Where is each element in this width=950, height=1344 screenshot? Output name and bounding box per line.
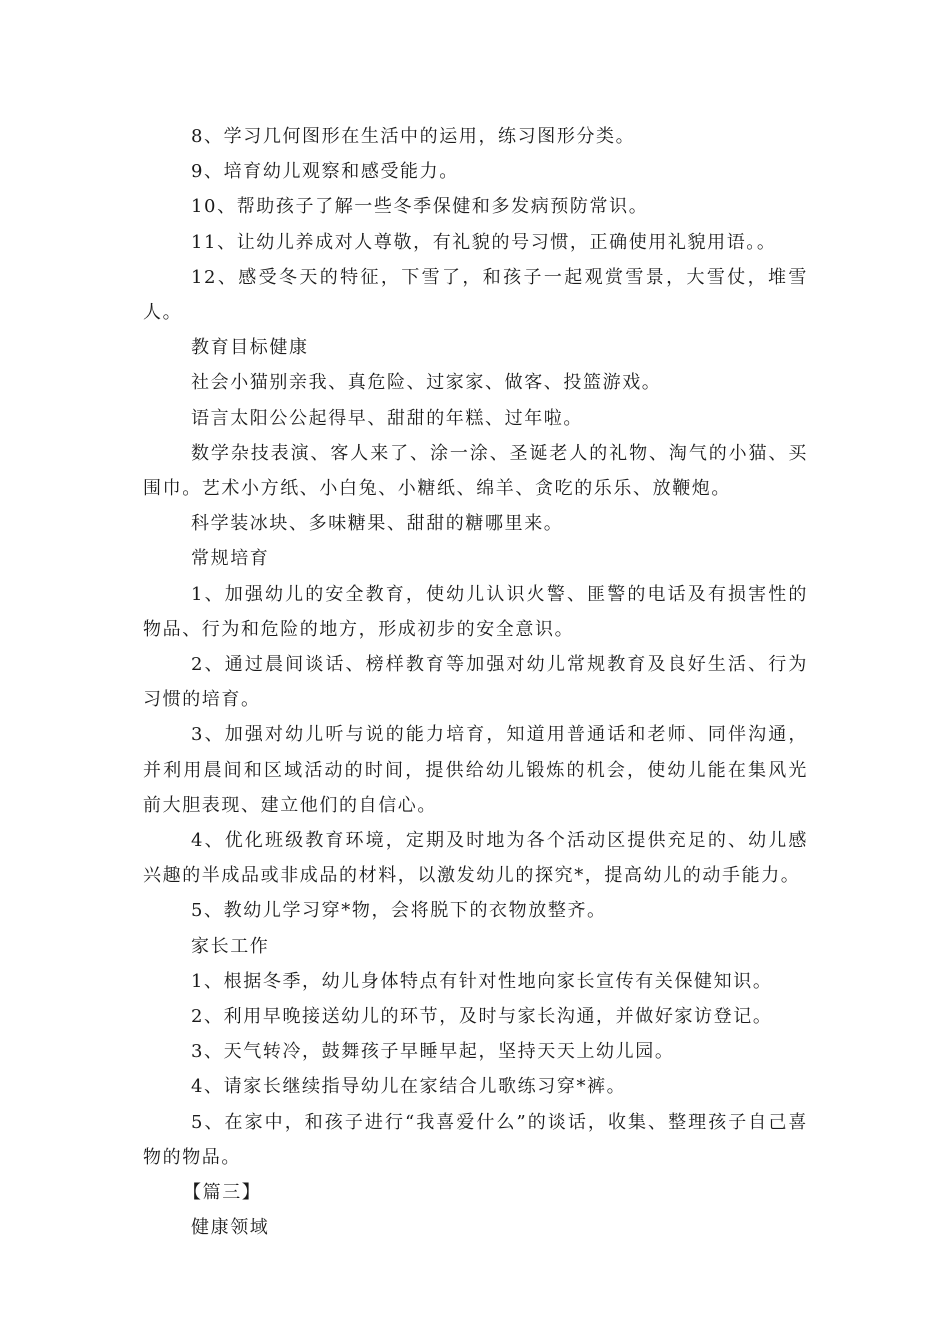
paragraph-goal-10: 10、帮助孩子了解一些冬季保健和多发病预防常识。	[191, 196, 649, 218]
paragraph-routine-3: 3、加强对幼儿听与说的能力培育，知道用普通话和老师、同伴沟通，并利用晨间和区域活动的时间，提供给幼儿锻炼的机会，使幼儿能在集风光前大胆表现、建立他们的自信心。	[143, 724, 808, 816]
paragraph-parents-1: 1、根据冬季，幼儿身体特点有针对性地向家长宣传有关保健知识。	[191, 970, 773, 992]
section-heading-parents: 家长工作	[191, 935, 270, 957]
paragraph-goal-11: 11、让幼儿养成对人尊敬，有礼貌的号习惯，正确使用礼貌用语。。	[191, 231, 777, 253]
paragraph-goal-12: 12、感受冬天的特征，下雪了，和孩子一起观赏雪景，大雪仗，堆雪人。	[143, 266, 808, 324]
paragraph-parents-4: 4、请家长继续指导幼儿在家结合儿歌练习穿*裤。	[191, 1076, 627, 1098]
paragraph-routine-2: 2、通过晨间谈话、榜样教育等加强对幼儿常规教育及良好生活、行为习惯的培育。	[143, 654, 808, 711]
paragraph-routine-4: 4、优化班级教育环境，定期及时地为各个活动区提供充足的、幼儿感兴趣的半成品或非成品的材料，以激发幼儿的探究*，提高幼儿的动手能力。	[143, 830, 808, 887]
paragraph-math-art: 数学杂技表演、客人来了、涂一涂、圣诞老人的礼物、淘气的小猫、买围巾。艺术小方纸、小白兔、小糖纸、绵羊、贪吃的乐乐、放鞭炮。	[143, 442, 808, 500]
section-heading-part-three: 【篇三】	[183, 1182, 262, 1204]
paragraph-parents-5: 5、在家中，和孩子进行“我喜爱什么”的谈话，收集、整理孩子自己喜物的物品。	[143, 1111, 808, 1168]
paragraph-science: 科学装冰块、多味糖果、甜甜的糖哪里来。	[191, 513, 564, 535]
paragraph-routine-1: 1、加强幼儿的安全教育，使幼儿认识火警、匪警的电话及有损害性的物品、行为和危险的地方，形成初步的安全意识。	[143, 583, 808, 640]
paragraph-goal-9: 9、培育幼儿观察和感受能力。	[191, 161, 459, 183]
document-body	[143, 119, 808, 1246]
paragraph-social: 社会小猫别亲我、真危险、过家家、做客、投篮游戏。	[191, 372, 662, 394]
paragraph-parents-3: 3、天气转冷，鼓舞孩子早睡早起，坚持天天上幼儿园。	[191, 1041, 675, 1063]
section-heading-routine: 常规培育	[191, 548, 270, 570]
section-heading-education-goals: 教育目标健康	[191, 337, 309, 359]
paragraph-parents-2: 2、利用早晚接送幼儿的环节，及时与家长沟通，并做好家访登记。	[191, 1006, 773, 1028]
paragraph-goal-8: 8、学习几何图形在生活中的运用，练习图形分类。	[191, 126, 636, 147]
section-heading-health-domain: 健康领域	[191, 1217, 270, 1239]
paragraph-routine-5: 5、教幼儿学习穿*物，会将脱下的衣物放整齐。	[191, 900, 607, 922]
paragraph-language: 语言太阳公公起得早、甜甜的年糕、过年啦。	[191, 407, 583, 429]
